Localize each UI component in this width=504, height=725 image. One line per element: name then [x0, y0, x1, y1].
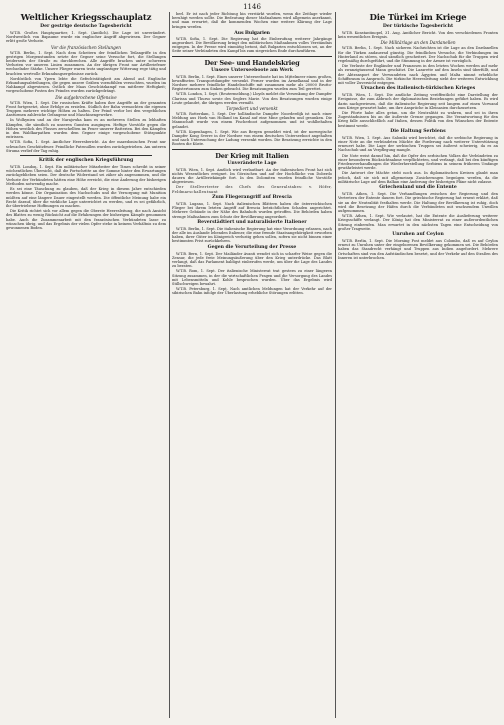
divider	[20, 155, 152, 156]
article-paragraph: W.T.B. Rotterdam, 1. Sept. Der holländische Dampfer Noorderdijk ist nach einer Meldung aus Hoek van Holland im Kanal auf eine Mine gelaufen und gesunken. Die Mannschaft wurde von einem Fischerboot aufgenommen und ist wohlbehalten gelandet.	[172, 112, 332, 129]
article-paragraph: W.T.B. Berlin, 1. Sept. Eines unserer Unterseeboote hat im Mittelmeer einen großen, bewaffneten Transportdampfer versenkt. Ferner wurden im Ärmelkanal und in der Nordsee mehrere feindliche Handelsschiffe mit zusammen mehr als 20000 Brutto-Registertonnen zum Sinken gebracht. Die Besatzungen wurden zum Teil gerettet.	[172, 74, 332, 92]
article-signature: Der Stellvertreter des Chefs des Generalstabes: v. Höfer, Feldmarschalleutnant	[172, 185, 332, 194]
article-paragraph: W.T.B. Lugano, 1. Sept. Nach italienischen Blättern haben die österreichischen Flieger bei ihrem letzten Angriff auf Brescia beträchtlichen Schaden angerichtet. Mehrere Gebäude in der Nähe des Bahnhofs wurden getroffen. Die Behörden haben strenge Maßnahmen zum Schutz der Bevölkerung angeordnet.	[172, 201, 332, 219]
subhead-turkish-report: Der türkische Tagesbericht	[382, 24, 454, 29]
article-paragraph: W.T.B. Petersburg, 1. Sept. Nach amtlichen Meldungen hat der Verkehr auf der sibirischen Bahn infolge der Überlastung erhebliche Störungen erlitten.	[172, 287, 332, 296]
article-paragraph: W.T.B. Sofia, 1. Sept. Amtlicher Heeresbericht. An der mazedonischen Front nur schwaches Geschützfeuer. Feindliche Patrouillen wurden zurückgetrieben. Am unteren Struma verlief der Tag ruhig.	[6, 140, 166, 153]
article-paragraph: Die Antwort der Mächte steht noch aus. In diplomatischen Kreisen glaubt man jedoch, daß sie sich mit allgemeinen Zusicherungen begnügen werden, da die militärische Lage auf dem Balkan eine Änderung der bisherigen Pläne nicht zulasse.	[338, 171, 498, 184]
article-paragraph: W.T.B. Berlin, 1. Sept. Nach sicheren Nachrichten ist die Lage an den Dardanellen für die Türken andauernd günstig. Die feindlichen Versuche, die Verbindungen im Hinterland zu stören, sind sämtlich gescheitert. Der Nachschub für die Truppen wird regelmäßig durchgeführt, und die Stimmung in der Armee ist vorzüglich.	[338, 46, 498, 64]
article-paragraph: W.T.B. Bern, 1. Sept. Der Mailänder Avanti wendet sich in scharfer Weise gegen die Zensur, die jede freie Meinungsäußerung über den Krieg unterdrücke. Das Blatt verlangt, daß das Parlament baldigst einberufen werde, um über die Lage des Landes zu beraten.	[172, 251, 332, 269]
section-causes: Ursachen des italienisch-türkischen Krieges	[360, 86, 476, 92]
section-naturalized: Beverstädtiert und naturalisierte Italiener	[197, 219, 307, 225]
column-3	[338, 12, 498, 718]
article-paragraph: W.T.B. Athen, 1. Sept. Wie verlautet, hat die Entente die Auslieferung weiterer Kriegsschiffe verlangt. Der König hat den Ministerrat zu einer außerordentlichen Sitzung einberufen. Man erwartet in den nächsten Tagen eine Entscheidung von großer Tragweite.	[338, 214, 498, 231]
article-paragraph: W.T.B. London, 1. Sept. Ein militärischer Mitarbeiter der Times schreibt in seiner wöchentlichen Übersicht, daß die Fortschritte an der Somme hinter den Erwartungen zurückgeblieben seien. Der deutsche Widerstand sei zäher als angenommen, und die Verluste der Verbündeten hätten eine Höhe erreicht, die eine Änderung der bisherigen Methoden notwendig mache.	[6, 165, 166, 186]
headline-turkey: Die Türkei im Kriege	[369, 13, 467, 23]
article-paragraph: W.T.B. Rom, 1. Sept. Der italienische Ministerrat trat gestern zu einer längeren Sitzung zusammen, in der die wirtschaftlichen Fragen und die Versorgung des Landes mit Lebensmitteln und Kohle besprochen wurden. Über das Ergebnis wird Stillschweigen bewahrt.	[172, 269, 332, 286]
section-air-raid: Zum Fliegerangriff auf Brescia	[212, 194, 292, 200]
page-number: 1146	[243, 3, 261, 11]
article-paragraph: W.T.B. London, 1. Sept. (Reutermeldung.) Lloyds meldet die Versenkung der Dampfer Clarissa und Thurso sowie des Seglers Marie. Von den Besatzungen wurden einige Leute gelandet, die übrigen werden vermißt.	[172, 92, 332, 105]
section-east: Die aufgebrochene Offensive	[55, 94, 117, 100]
article-paragraph: Es sei eine Täuschung zu glauben, daß der Krieg in diesem Jahre entschieden werden könne. Die Organisation des Nachschubs und die Versorgung mit Munition müßten auf eine längere Dauer eingestellt werden. Die öffentliche Meinung habe ein Recht darauf, über die wirkliche Lage unterrichtet zu werden, und es sei gefährlich, ihr übertriebene Hoffnungen zu machen.	[6, 187, 166, 208]
article-paragraph: W.T.B. Wien, 1. Sept. Amtlich wird verlautbart: An der italienischen Front hat sich nichts Wesentliches ereignet. Im Görzischen und auf der Hochfläche von Doberdo dauern die Artilleriekämpfe fort. In den Dolomiten wurden feindliche Vorstöße abgewiesen.	[172, 167, 332, 185]
headline-western-front: Weltlicher Kriegsschauplatz	[20, 13, 152, 23]
article-paragraph: Die Kritik richtet sich vor allem gegen die Oberste Heeresleitung, die nach Ansicht des Blattes zu wenig Rücksicht auf die Erfahrungen der bisherigen Kämpfe genommen habe. Auch die Zusammenarbeit mit den französischen Verbündeten lasse zu wünschen übrig, und das Ergebnis der vielen Opfer stehe in keinem Verhältnis zu dem gewonnenen Boden.	[6, 209, 166, 230]
headline-italy-war: Der Krieg mit Italien	[215, 151, 289, 160]
article-paragraph: W.T.B. Berlin, 1. Sept. Nach dem Scheitern der feindlichen Teilangriffe in den gestrigen Morgenstunden setzte der Gegner seine Versuche fort, die Stellungen beiderseits der Straße zu durchbrechen. Alle Angriffe brachen unter schweren Verlusten vor unseren Linien zusammen. An der übrigen Front nur Artilleriefeuer wechselnder Stärke. Unsere Flieger waren trotz ungünstiger Witterung rege tätig und brachten wertvolle Erkundungsergebnisse zurück.	[6, 50, 166, 76]
article-paragraph: W.T.B. Wien, 1. Sept. Aus Saloniki wird berichtet, daß die serbische Regierung in einer Note an die verbündeten Mächte die Forderung nach weiterer Unterstützung erneuert habe. Die Lage der serbischen Truppen sei äußerst schwierig, da es an Nachschub und an Verpflegung mangle.	[338, 135, 498, 153]
subhead-submarines: Unsere Unterseeboote am Werk	[211, 67, 293, 73]
column-rule-left	[169, 12, 170, 718]
section-serbia: Die Haltung Serbiens	[390, 128, 446, 134]
article-paragraph: W.T.B. Konstantinopel, 31. Aug. Amtlicher Bericht. Von den verschiedenen Fronten kein wesentliches Ereignis.	[338, 31, 498, 40]
subhead-italy: Unveränderte Lage	[227, 160, 277, 166]
article-paragraph: Die Note weist darauf hin, daß die Opfer des serbischen Volkes die Verbündeten zu einer besonderen Rücksichtnahme verpflichteten, und verlangt, daß bei den künftigen Friedensverhandlungen die Wiederherstellung Serbiens in seinem früheren Umfange gewährleistet werde.	[338, 153, 498, 171]
article-paragraph: Die Pforte habe alles getan, um die Neutralität zu wahren, und sei in ihren Zugeständnissen bis an die äußerste Grenze gegangen. Die Verantwortung für den Krieg falle ausschließlich auf Italien, dessen Politik von den Wünschen der Entente bestimmt werde.	[338, 111, 498, 128]
section-ceylon: Unruhen auf Ceylon	[392, 231, 444, 237]
section-press: Gegen die Verurteilung der Presse	[207, 244, 297, 250]
column-2	[172, 12, 332, 718]
article-paragraph: W.T.B. Athen, 1. Sept. Die Verhandlungen zwischen der Regierung und den Vertretern der Entente dauern fort. Die griechische Regierung hat erneut erklärt, daß sie an der Neutralität festhalten werde. Die Haltung der Bevölkerung ist ruhig, doch wird die Besetzung der Häfen durch die Verbündeten mit wachsendem Unwillen aufgenommen.	[338, 192, 498, 213]
headline-naval-war: Der See- und Handelskrieg	[204, 58, 300, 67]
divider	[172, 56, 332, 57]
article-paragraph: W.T.B. Wien, 1. Sept. Die russischen Kräfte haben ihre Angriffe an der gesamten Front fortgesetzt, ohne Erfolge zu erzielen. Südlich der Bahn vermochten die eigenen Truppen mehrere wichtige Höhen zu halten. Der Feind verlor bei den vergeblichen Anstürmen zahlreiche Gefangene und Maschinengewehre.	[6, 100, 166, 118]
article-paragraph: W.T.B. Berlin, 1. Sept. Die Morning Post meldet aus Colombo, daß es auf Ceylon erneut zu Unruhen unter der eingeborenen Bevölkerung gekommen sei. Die Behörden haben das Standrecht verhängt und Truppen aus Indien angefordert. Mehrere Ortschaften sind von den Aufständischen besetzt, und der Verkehr auf den Straßen des Inneren ist unterbrochen.	[338, 238, 498, 260]
section-greece: Griechenland und die Entente	[379, 185, 457, 191]
column-1	[6, 12, 166, 718]
article-paragraph: In Wolhynien und an der Narajowka kam es an mehreren Stellen zu lebhaften Kämpfen, die sämtlich zu unseren Gunsten ausgingen. Heftige Vorstöße gegen die Höhen westlich des Flusses zerschellten im Feuer unserer Batterien. Bei den Kämpfen in den Waldkarpathen wurden dem Gegner einige vorgeschobene Stützpunkte entrissen.	[6, 118, 166, 140]
article-paragraph: W.T.B. Sofia, 1. Sept. Die Regierung hat die Einberufung weiterer Jahrgänge angeordnet. Die Bevölkerung bringt den militärischen Maßnahmen volles Verständnis entgegen. In der Presse wird einmütig betont, daß Bulgarien entschlossen sei, an der Seite seiner Verbündeten den Kampf bis zum siegreichen Ende durchzuführen.	[172, 36, 332, 54]
section-critique: Kritik der englischen Kriegsführung	[38, 158, 134, 164]
article-paragraph: W.T.B. Wien, 1. Sept. Die amtliche Zeitung veröffentlicht eine Darstellung der Ereignisse, die zum Abbruch der diplomatischen Beziehungen geführt haben. Es wird darin nachgewiesen, daß die italienische Regierung seit langem auf einen Vorwand zum Kriege gewartet habe, um ihre Ansprüche in Kleinasien durchzusetzen.	[338, 93, 498, 110]
article-paragraph: W.T.B. Kopenhagen, 1. Sept. Wie aus Bergen gemeldet wird, ist der norwegische Dampfer Kong Sverre in der Nordsee von einem deutschen Unterseeboot angehalten und nach Untersuchung der Ladung versenkt worden. Die Besatzung erreichte in den Booten die Küste.	[172, 129, 332, 147]
section-torpedoed: Torpediert und versenkt	[226, 106, 278, 112]
section-west: Vor die französischen Stellungen	[51, 44, 121, 50]
headline-bulgaria: Aus Bulgarien	[234, 29, 270, 36]
column-rule-right	[335, 12, 336, 718]
article-paragraph: berl. Er ist nach jeder Richtung hin verstärkt worden, wenn die Zeitlage wieder beruhigt werden sollte. Die Bedeutung dieser Maßnahmen wird allgemein anerkannt, und man erwartet, daß die kommenden Wochen eine weitere Klärung der Lage bringen werden.	[172, 12, 332, 29]
article-lead: W.T.B. Großes Hauptquartier, 1. Sept. (Amtlich). Die Lage ist unverändert. Nordwestlich von Bapaume wurde ein englischer Angriff abgewiesen. Der Gegner erlitt große Verluste.	[6, 31, 166, 44]
article-paragraph: Die Verluste der Engländer und Franzosen in den letzten Wochen werden auf mehr als zwanzigtausend Mann geschätzt. Die Lazarette auf den Inseln sind überfüllt, und der Abtransport der Verwundeten nach Ägypten und Malta nimmt erhebliche Schiffsraum in Anspruch. Die türkische Heeresleitung sieht der weiteren Entwicklung mit voller Zuversicht entgegen.	[338, 64, 498, 86]
article-paragraph: W.T.B. Berlin, 1. Sept. Die italienische Regierung hat eine Verordnung erlassen, nach der alle im Auslande lebenden Italiener, die eine fremde Staatsangehörigkeit erworben haben, ihrer Güter im Königreich verlustig gehen sollen, sofern sie nicht binnen einer bestimmten Frist zurückkehren.	[172, 226, 332, 244]
divider	[172, 149, 332, 150]
article-paragraph: Nordöstlich von Ypern lebte die Gefechtstätigkeit am Abend auf. Englische Erkundungsabteilungen, die gegen unsere Gräben vorzufühlen versuchten, wurden im Nahkampf abgewiesen. Östlich der Maas Geschützkampf von mittlerer Heftigkeit; vorgeschobene Posten des Feindes wurden zurückgedrängt.	[6, 76, 166, 94]
section-dardanelles: Die Militärlage an den Dardanellen	[380, 40, 456, 46]
subhead-german-report: Der gestrige deutsche Tagesbericht	[40, 24, 132, 29]
